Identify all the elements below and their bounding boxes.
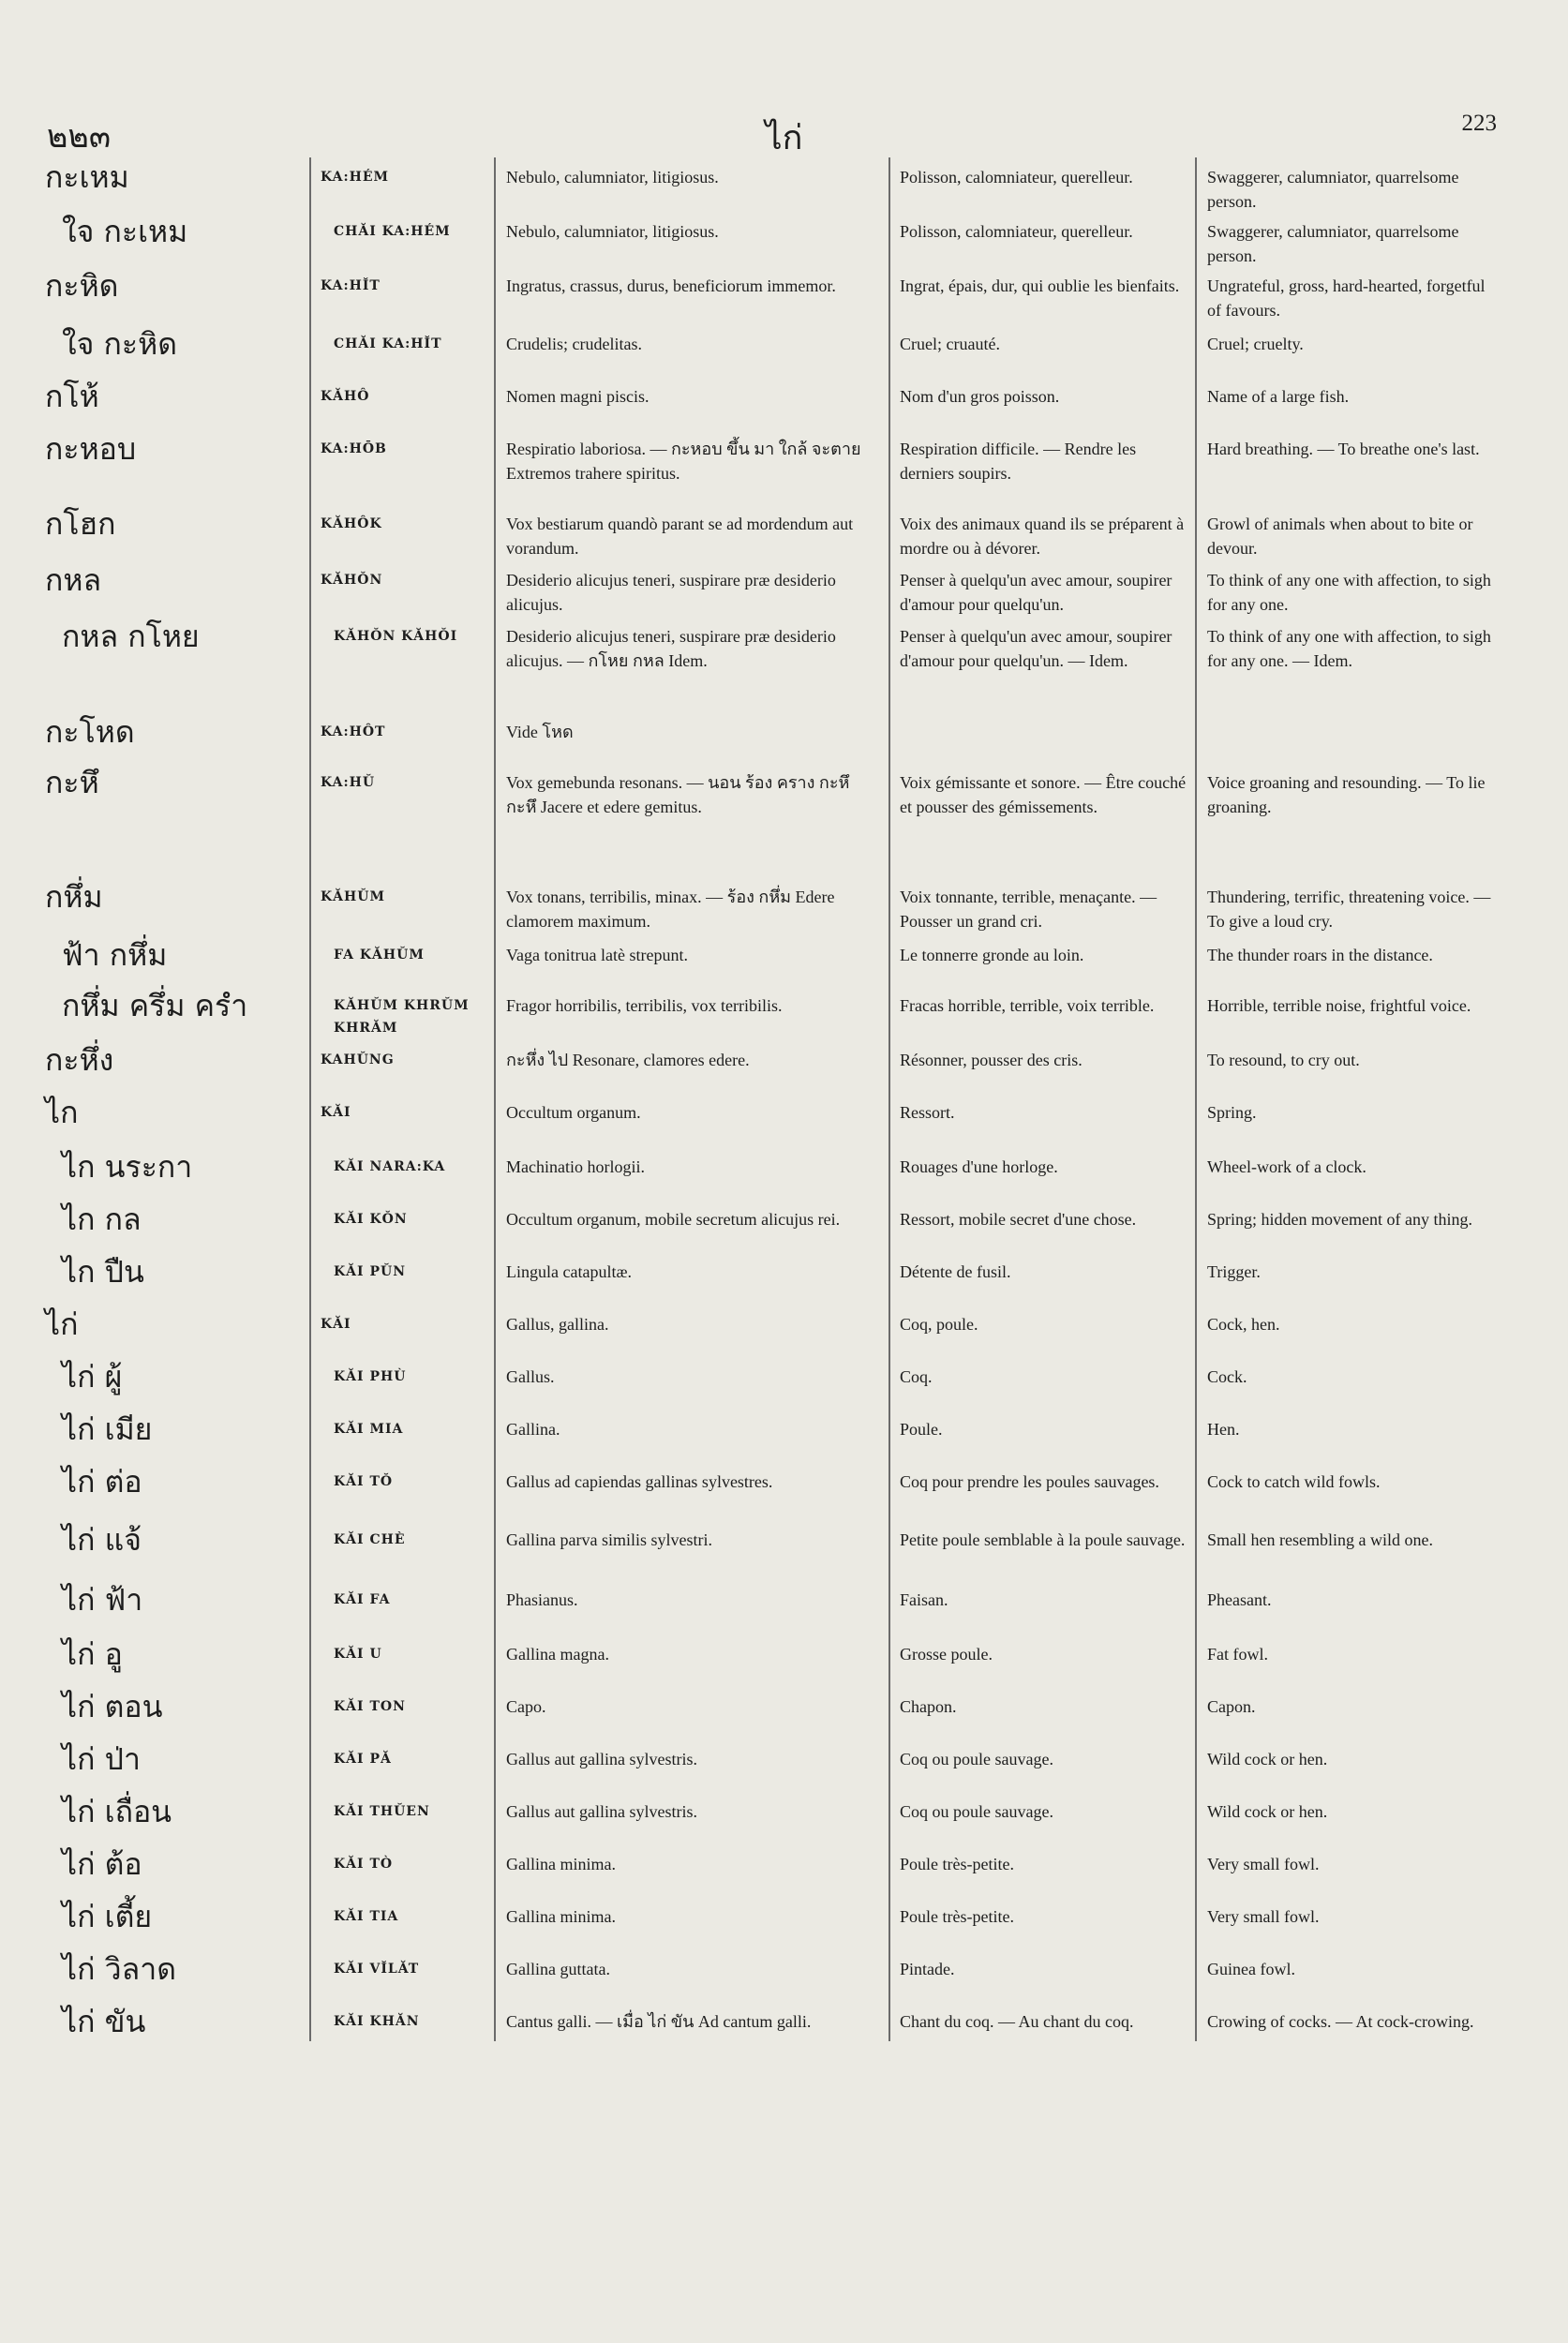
english-definition: Crowing of cocks. — At cock-crowing. <box>1207 2012 1474 2031</box>
english-definition: Very small fowl. <box>1207 1855 1320 1873</box>
romanization: KĂI VĬLĂT <box>334 1962 420 1977</box>
headword-thai: ไก่ ตอน <box>62 1689 163 1724</box>
english-definition: To think of any one with affection, to sigh for any one. <box>1207 571 1491 614</box>
latin-definition: Gallus aut gallina sylvestris. <box>506 1750 697 1768</box>
romanization: KĂI FA <box>334 1592 391 1607</box>
french-definition: Respiration difficile. — Rendre les derniers soupirs. <box>900 440 1137 483</box>
french-definition: Voix des animaux quand ils se préparent à mordre ou à dévorer. <box>900 515 1185 558</box>
romanization: KA:HŬ <box>321 775 376 790</box>
english-definition: Cock to catch wild fowls. <box>1207 1472 1381 1491</box>
latin-definition: Capo. <box>506 1697 546 1716</box>
romanization: KĂI U <box>334 1647 382 1662</box>
latin-definition: Gallina guttata. <box>506 1960 610 1978</box>
latin-definition: Gallus aut gallina sylvestris. <box>506 1802 697 1821</box>
english-definition: Capon. <box>1207 1697 1256 1716</box>
french-definition: Ingrat, épais, dur, qui oublie les bienfaits. <box>900 276 1180 295</box>
latin-definition: Lingula catapultæ. <box>506 1262 632 1281</box>
french-definition: Penser à quelqu'un avec amour, soupirer d'amour pour quelqu'un. — Idem. <box>900 627 1172 670</box>
headword-thai: ใจ กะหิด <box>62 326 177 362</box>
headword-thai: ใจ กะเหม <box>62 214 188 249</box>
headword-thai: กหึ่ม <box>45 879 103 915</box>
romanization: KĂI PŬN <box>334 1264 406 1279</box>
french-definition: Voix tonnante, terrible, menaçante. — Pousser un grand cri. <box>900 888 1157 931</box>
latin-definition: Gallus, gallina. <box>506 1315 609 1334</box>
romanization: KĂHŬM <box>321 889 385 904</box>
romanization: KA:HÔT <box>321 724 386 739</box>
french-definition: Voix gémissante et sonore. — Être couché et pousser des gémissements. <box>900 773 1187 816</box>
english-definition: To think of any one with affection, to sigh for any one. — Idem. <box>1207 627 1491 670</box>
french-definition: Résonner, pousser des cris. <box>900 1051 1083 1069</box>
romanization: CHĂI KA:HÉM <box>334 224 451 239</box>
headword-thai: กะโหด <box>45 714 135 750</box>
latin-definition: Nomen magni piscis. <box>506 387 650 406</box>
headword-thai: กหล กโหย <box>62 619 200 654</box>
english-definition: Swaggerer, calumniator, quarrelsome person. <box>1207 222 1459 265</box>
english-definition: Small hen resembling a wild one. <box>1207 1530 1433 1549</box>
headword-thai: กหล <box>45 562 102 598</box>
french-definition: Penser à quelqu'un avec amour, soupirer d'amour pour quelqu'un. <box>900 571 1172 614</box>
romanization: KĂI NARA:KA <box>334 1159 446 1174</box>
latin-definition: Respiratio laboriosa. — กะหอบ ขึ้น มา ใกล้ จะตาย Extremos trahere spiritus. <box>506 440 861 483</box>
english-definition: Voice groaning and resounding. — To lie groaning. <box>1207 773 1486 816</box>
headword-thai: ไก่ อู <box>62 1636 123 1672</box>
headword-thai: ไก่ ป่า <box>62 1741 141 1777</box>
latin-definition: Machinatio horlogii. <box>506 1157 645 1176</box>
romanization: KĂI TÒ <box>334 1857 394 1872</box>
french-definition: Grosse poule. <box>900 1645 993 1664</box>
latin-definition: Vide โหด <box>506 723 574 741</box>
english-definition <box>1207 714 1498 720</box>
french-definition: Petite poule semblable à la poule sauvage. <box>900 1530 1186 1549</box>
romanization: FA KĂHŬM <box>334 948 425 963</box>
french-definition: Nom d'un gros poisson. <box>900 387 1060 406</box>
french-definition: Coq, poule. <box>900 1315 978 1334</box>
latin-definition: Vox bestiarum quandò parant se ad mordendum aut vorandum. <box>506 515 854 558</box>
latin-definition: Ingratus, crassus, durus, beneficiorum immemor. <box>506 276 836 295</box>
french-definition: Cruel; cruauté. <box>900 335 1000 353</box>
latin-definition: Occultum organum. <box>506 1103 641 1122</box>
latin-definition: Gallus. <box>506 1367 555 1386</box>
headword-thai: ไก่ <box>45 1306 79 1342</box>
english-definition: Hen. <box>1207 1420 1240 1439</box>
english-definition: Horrible, terrible noise, frightful voice. <box>1207 996 1471 1015</box>
english-definition: Cock, hen. <box>1207 1315 1280 1334</box>
romanization: KĂI <box>321 1105 351 1120</box>
headword-thai: กะเหม <box>45 159 129 195</box>
latin-definition: Gallina magna. <box>506 1645 609 1664</box>
french-definition: Poule très-petite. <box>900 1907 1014 1926</box>
latin-definition: Gallina. <box>506 1420 560 1439</box>
french-definition: Pintade. <box>900 1960 955 1978</box>
romanization: KĂHÔ <box>321 389 370 404</box>
english-definition: Spring; hidden movement of any thing. <box>1207 1210 1472 1229</box>
latin-definition: Phasianus. <box>506 1590 578 1609</box>
headword-thai: ไก <box>45 1095 79 1130</box>
french-definition: Coq ou poule sauvage. <box>900 1802 1053 1821</box>
french-definition: Polisson, calomniateur, querelleur. <box>900 222 1133 241</box>
romanization: KĂI TON <box>334 1699 406 1714</box>
headword-thai: กหึ่ม ครึ่ม ครำ <box>62 988 248 1023</box>
english-definition: Ungrateful, gross, hard-hearted, forgetful of favours. <box>1207 276 1486 320</box>
english-definition: Wheel-work of a clock. <box>1207 1157 1366 1176</box>
romanization: KĂI KHĂN <box>334 2014 420 2029</box>
latin-definition: Desiderio alicujus teneri, suspirare præ desiderio alicujus. — กโหย กหล Idem. <box>506 627 836 670</box>
french-definition: Polisson, calomniateur, querelleur. <box>900 168 1133 187</box>
french-definition <box>900 714 1188 720</box>
headword-thai: ไก ปืน <box>62 1254 144 1290</box>
headword-thai: ไก่ วิลาด <box>62 1951 176 1987</box>
romanization: KĂI PĂ <box>334 1752 392 1767</box>
headword-thai: ไก่ ผู้ <box>62 1359 123 1395</box>
french-definition: Poule très-petite. <box>900 1855 1014 1873</box>
romanization: KĂI THŬEN <box>334 1804 430 1819</box>
french-definition: Ressort. <box>900 1103 955 1122</box>
english-definition: Spring. <box>1207 1103 1257 1122</box>
english-definition: Name of a large fish. <box>1207 387 1350 406</box>
headword-thai: กะหึ่ง <box>45 1042 114 1078</box>
headword-thai: กโฮก <box>45 506 116 542</box>
latin-definition: Nebulo, calumniator, litigiosus. <box>506 168 719 187</box>
french-definition: Coq pour prendre les poules sauvages. <box>900 1472 1159 1491</box>
french-definition: Fracas horrible, terrible, voix terrible. <box>900 996 1155 1015</box>
thai-page-number: ๒๒๓ <box>47 118 112 156</box>
romanization: KĂI KŎN <box>334 1212 408 1227</box>
romanization: KĂI <box>321 1317 351 1332</box>
headword-thai: ฟ้า กหึ่ม <box>62 937 168 973</box>
romanization: CHĂI KA:HĬT <box>334 336 442 351</box>
english-definition: Pheasant. <box>1207 1590 1272 1609</box>
headword-thai: ไก กล <box>62 1201 142 1237</box>
latin-definition: Gallus ad capiendas gallinas sylvestres. <box>506 1472 773 1491</box>
romanization: KĂI PHÙ <box>334 1369 407 1384</box>
english-definition: Wild cock or hen. <box>1207 1802 1328 1821</box>
headword-thai: กะหึ <box>45 765 99 800</box>
romanization: KĂHŎN KĂHŎI <box>334 629 458 644</box>
latin-definition: Vaga tonitrua latè strepunt. <box>506 946 688 964</box>
headword-thai: ไก นระกา <box>62 1149 193 1185</box>
english-definition: Cruel; cruelty. <box>1207 335 1304 353</box>
latin-definition: Vox gemebunda resonans. — นอน ร้อง คราง กะหึ กะหึ Jacere et edere gemitus. <box>506 773 850 816</box>
headword-thai: ไก่ เมีย <box>62 1411 153 1447</box>
english-definition: Growl of animals when about to bite or devour. <box>1207 515 1473 558</box>
headword-thai: ไก่ ต่อ <box>62 1464 142 1500</box>
english-definition: Cock. <box>1207 1367 1247 1386</box>
french-definition: Poule. <box>900 1420 943 1439</box>
headword-thai: ไก่ เตี้ย <box>62 1899 153 1934</box>
french-definition: Faisan. <box>900 1590 948 1609</box>
romanization: KĂHÔK <box>321 516 382 531</box>
english-definition: Fat fowl. <box>1207 1645 1268 1664</box>
romanization: KĂI MIA <box>334 1422 404 1437</box>
romanization: KĂI TIA <box>334 1909 399 1924</box>
latin-definition: Nebulo, calumniator, litigiosus. <box>506 222 719 241</box>
english-definition: Trigger. <box>1207 1262 1261 1281</box>
romanization: KĂHŎN <box>321 573 383 588</box>
french-definition: Détente de fusil. <box>900 1262 1011 1281</box>
english-definition: Hard breathing. — To breathe one's last. <box>1207 440 1480 458</box>
headword-thai: ไก่ ฟ้า <box>62 1582 143 1618</box>
headword-thai: ไก่ เถื่อน <box>62 1794 172 1829</box>
english-definition: The thunder roars in the distance. <box>1207 946 1433 964</box>
english-definition: Very small fowl. <box>1207 1907 1320 1926</box>
romanization: KA:HĬT <box>321 278 381 293</box>
latin-definition: Gallina parva similis sylvestri. <box>506 1530 712 1549</box>
french-definition: Ressort, mobile secret d'une chose. <box>900 1210 1137 1229</box>
romanization: KĂHŬM KHRŬM KHRĂM <box>334 998 470 1036</box>
page-number: 223 <box>1461 111 1497 136</box>
english-definition: Thundering, terrific, threatening voice. —To give a loud cry. <box>1207 888 1491 931</box>
french-definition: Le tonnerre gronde au loin. <box>900 946 1084 964</box>
romanization: KA:HÉM <box>321 170 390 185</box>
column-rule <box>889 157 890 2041</box>
english-definition: To resound, to cry out. <box>1207 1051 1360 1069</box>
latin-definition: Vox tonans, terribilis, minax. — ร้อง กหึ่ม Edere clamorem maximum. <box>506 888 835 931</box>
english-definition: Swaggerer, calumniator, quarrelsome person. <box>1207 168 1459 211</box>
romanization: KA:HŌB <box>321 441 387 456</box>
latin-definition: Desiderio alicujus teneri, suspirare præ desiderio alicujus. <box>506 571 836 614</box>
latin-definition: Gallina minima. <box>506 1907 616 1926</box>
latin-definition: Gallina minima. <box>506 1855 616 1873</box>
romanization: KAHŬNG <box>321 1052 395 1067</box>
romanization: KĂI CHÈ <box>334 1532 406 1547</box>
french-definition: Chant du coq. — Au chant du coq. <box>900 2012 1134 2031</box>
latin-definition: Occultum organum, mobile secretum alicujus rei. <box>506 1210 841 1229</box>
latin-definition: Fragor horribilis, terribilis, vox terribilis. <box>506 996 783 1015</box>
headword-thai: ไก่ ต้อ <box>62 1846 142 1882</box>
english-definition: Guinea fowl. <box>1207 1960 1295 1978</box>
english-definition: Wild cock or hen. <box>1207 1750 1328 1768</box>
romanization: KĂI TŎ <box>334 1474 394 1489</box>
headword-thai: ไก่ แจ้ <box>62 1522 142 1558</box>
french-definition: Coq ou poule sauvage. <box>900 1750 1053 1768</box>
french-definition: Rouages d'une horloge. <box>900 1157 1058 1176</box>
running-head: ไก่ <box>765 119 803 157</box>
latin-definition: Cantus galli. — เมื่อ ไก่ ขัน Ad cantum galli. <box>506 2012 812 2031</box>
french-definition: Chapon. <box>900 1697 957 1716</box>
headword-thai: กะหอบ <box>45 431 137 467</box>
headword-thai: กโห้ <box>45 379 99 414</box>
headword-thai: กะหิด <box>45 268 119 304</box>
column-rule <box>1195 157 1197 2041</box>
headword-thai: ไก่ ขัน <box>62 2004 146 2039</box>
latin-definition: Crudelis; crudelitas. <box>506 335 642 353</box>
latin-definition: กะหึ่ง ไป Resonare, clamores edere. <box>506 1051 750 1069</box>
french-definition: Coq. <box>900 1367 933 1386</box>
